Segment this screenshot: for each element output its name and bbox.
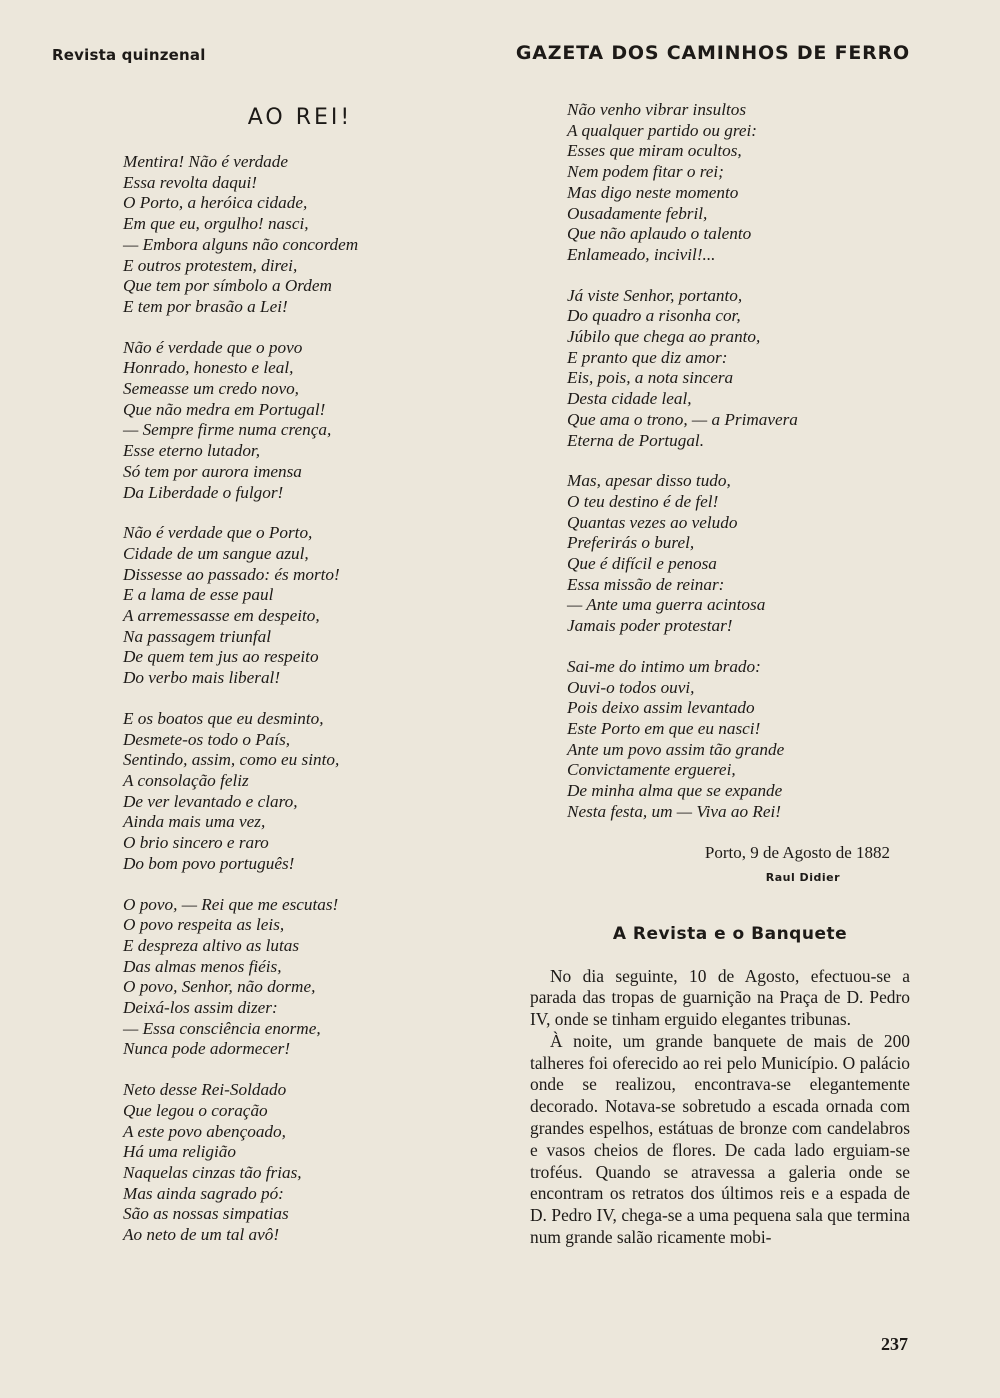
poem-line: Nesta festa, um — Viva ao Rei! [567,801,782,821]
poem-line: Já viste Senhor, portanto, [567,285,743,305]
poem-line: Ouvi-o todos ouvi, [567,677,695,697]
poem-line: Eis, pois, a nota sincera [567,368,734,388]
poem-line: Que ama o trono, — a Primavera [567,409,798,429]
poem-line: Das almas menos fiéis, [123,956,282,976]
poem-line: O Porto, a heróica cidade, [123,193,308,213]
poem-line: — Sempre firme numa crença, [123,420,332,440]
poem-line: O teu destino é de fel! [567,491,719,511]
poem-line: Quantas vezes ao veludo [567,512,738,532]
poem-line: Do verbo mais liberal! [123,668,281,688]
poem-line: Ao neto de um tal avô! [123,1225,280,1245]
poem-line: Enlameado, incivil!... [567,244,716,264]
poem-line: De quem tem jus ao respeito [123,647,319,667]
poem-line: Que tem por símbolo a Ordem [123,276,332,296]
poem-line: Ainda mais uma vez, [123,812,266,832]
poem-stanza [60,338,480,504]
poem-line: São as nossas simpatias [123,1204,289,1224]
poem-line: Mentira! Não é verdade [123,152,288,171]
poem-stanza [60,895,480,1061]
poem-line: Mas, apesar disso tudo, [567,471,731,491]
poem-line: Só tem por aurora imensa [123,461,302,481]
poem-line: O povo respeita as leis, [123,915,285,935]
poem-line: Semeasse um credo novo, [123,379,299,399]
article-paragraph: À noite, um grande banquete de mais de 200 talheres foi oferecido ao rei pelo Município. O palácio onde se realizou, encontrava-se elegantemente decorado. Notava-se sobretudo a escada ornada com grandes espelhos, estátuas de bronze com candelabros e vasos cheios de flores. De cada lado erguiam-se troféus. Quando se atravessa a galeria onde se encontram os retratos dos últimos reis e a espada de D. Pedro IV, chega-se a uma pequena sala que termina num grande salão ricamente mobi- [530,1030,910,1248]
poem-line: Neto desse Rei-Soldado [123,1080,287,1100]
poem-stanza [500,471,910,637]
poem-line: Essa revolta daqui! [123,172,257,192]
poem-line: Esse eterno lutador, [123,441,261,461]
poem-line: Sentindo, assim, como eu sinto, [123,750,340,770]
poem-line: Sai-me do intimo um brado: [567,656,761,676]
poem-title: AO REI! [247,105,353,130]
poem-line: Júbilo que chega ao pranto, [567,327,761,347]
right-column [500,100,910,1249]
poem-stanza [60,523,480,689]
header-left: Revista quinzenal [52,46,206,64]
poem-line: Jamais poder protestar! [567,616,733,636]
poem-line: De ver levantado e claro, [123,791,298,811]
poem-line: Do bom povo português! [123,853,295,873]
poem-line: Preferirás o burel, [567,533,695,553]
poem-place-date: Porto, 9 de Agosto de 1882 [704,842,890,862]
poem-stanza [60,1080,480,1246]
poem-stanzas-left [60,152,480,1246]
article-body [500,966,910,1249]
poem-line: E despreza altivo as lutas [123,935,300,955]
poem-line: Da Liberdade o fulgor! [123,482,284,502]
poem-line: — Essa consciência enorme, [123,1018,321,1038]
poem-line: Deixá-los assim dizer: [123,998,278,1018]
poem-line: A este povo abençoado, [123,1121,286,1141]
poem-stanzas-right [500,100,910,823]
poem-line: E pranto que diz amor: [567,347,728,367]
article-paragraph: No dia seguinte, 10 de Agosto, efectuou-se a parada das tropas de guarnição na Praça de D. Pedro IV, onde se tinham erguido elegantes tribunas. [530,965,910,1030]
poem-stanza [60,709,480,875]
poem-stanza [60,152,480,318]
poem-line: Que não medra em Portugal! [123,399,326,419]
poem-stanza [500,100,910,266]
poem-stanza [500,657,910,823]
poem-line: E tem por brasão a Lei! [123,296,288,316]
poem-author: Raul Didier [765,870,840,884]
header-right: GAZETA DOS CAMINHOS DE FERRO [515,42,910,64]
poem-line: — Ante uma guerra acintosa [567,595,766,615]
poem-stanza [500,286,910,452]
poem-line: Essa missão de reinar: [567,574,725,594]
poem-line: A qualquer partido ou grei: [567,120,758,140]
poem-line: A consolação feliz [123,770,249,790]
poem-line: Honrado, honesto e leal, [123,358,294,378]
poem-line: E os boatos que eu desminto, [123,708,324,728]
poem-line: Cidade de um sangue azul, [123,543,309,563]
poem-line: Não é verdade que o Porto, [123,523,313,543]
poem-line: O povo, — Rei que me escutas! [123,894,339,914]
poem-line: Ante um povo assim tão grande [567,739,785,759]
poem-line: — Embora alguns não concordem [123,234,359,254]
poem-line: Que não aplaudo o talento [567,224,752,244]
poem-line: Do quadro a risonha cor, [567,306,741,326]
poem-line: O brio sincero e raro [123,833,269,853]
poem-line: Na passagem triunfal [123,626,272,646]
poem-line: Em que eu, orgulho! nasci, [123,214,309,234]
poem-line: Não venho vibrar insultos [567,100,747,119]
left-column [60,100,480,1266]
poem-line: E a lama de esse paul [123,585,274,605]
poem-line: Pois deixo assim levantado [567,698,755,718]
poem-line: Convictamente erguerei, [567,760,736,780]
poem-line: O povo, Senhor, não dorme, [123,977,316,997]
poem-line: A arremessasse em despeito, [123,606,320,626]
poem-line: Que é difícil e penosa [567,554,717,574]
poem-line: Nunca pode adormecer! [123,1039,291,1059]
article-title: A Revista e o Banquete [612,923,848,944]
poem-line: Desta cidade leal, [567,389,692,409]
poem-line: Nem podem fitar o rei; [567,162,724,182]
poem-line: Este Porto em que eu nasci! [567,718,761,738]
poem-line: Naquelas cinzas tão frias, [123,1162,302,1182]
poem-line: De minha alma que se expande [567,781,783,801]
poem-line: Mas ainda sagrado pó: [123,1183,284,1203]
page-number: 237 [881,1334,908,1354]
poem-line: E outros protestem, direi, [123,255,298,275]
poem-line: Ousadamente febril, [567,203,708,223]
poem-line: Mas digo neste momento [567,182,739,202]
poem-line: Há uma religião [123,1142,236,1162]
poem-line: Esses que miram ocultos, [567,141,742,161]
poem-line: Dissesse ao passado: és morto! [123,564,340,584]
poem-line: Que legou o coração [123,1100,268,1120]
poem-line: Não é verdade que o povo [123,337,303,357]
poem-line: Eterna de Portugal. [567,430,705,450]
poem-line: Desmete-os todo o País, [123,729,291,749]
